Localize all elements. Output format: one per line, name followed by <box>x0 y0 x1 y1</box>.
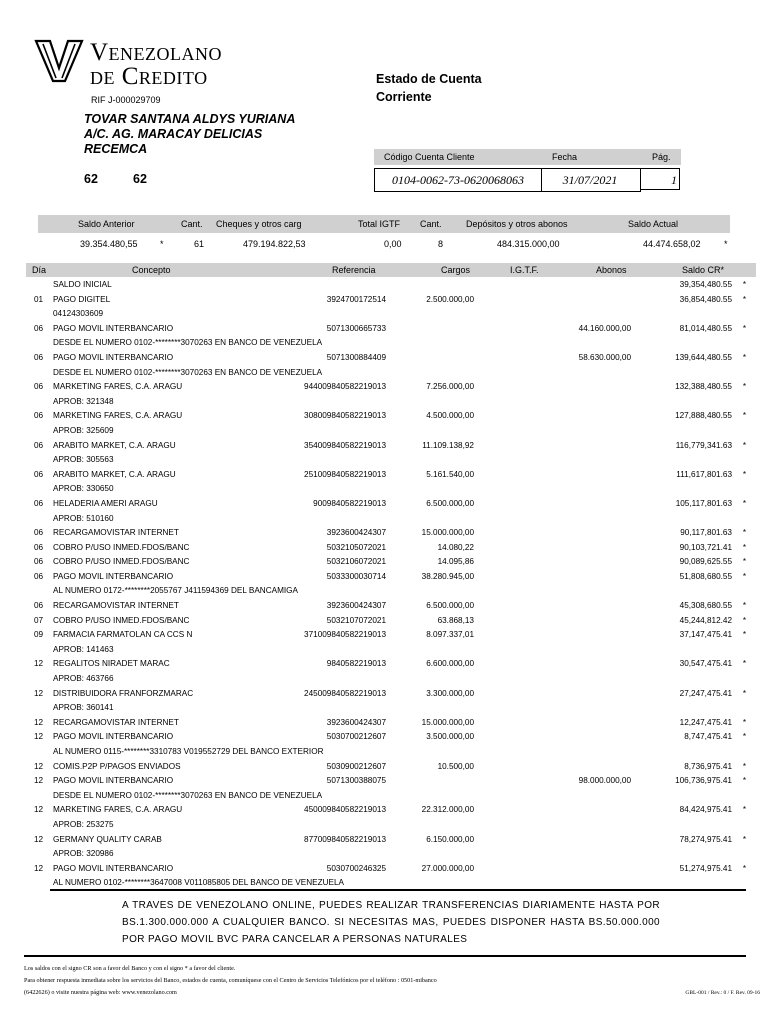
bank-name-line2: de Credito <box>90 63 208 90</box>
transaction-balance: 132,388,480.55 <box>675 382 732 392</box>
transaction-detail: APROB: 305563 <box>53 455 114 465</box>
transaction-reference: 5030900212607 <box>326 761 386 771</box>
table-row <box>26 774 756 789</box>
transaction-balance-sign: * <box>742 615 746 625</box>
transaction-day: 12 <box>34 834 44 844</box>
transaction-balance-sign: * <box>742 834 746 844</box>
transaction-concept: RECARGAMOVISTAR INTERNET <box>53 528 179 538</box>
client-name: TOVAR SANTANA ALDYS YURIANA <box>84 112 296 126</box>
transaction-reference: 5032105072021 <box>326 542 386 552</box>
summary-star-1: * <box>160 239 164 249</box>
transaction-reference: 3924700172514 <box>326 294 386 304</box>
transaction-detail-row <box>26 745 756 760</box>
transaction-balance: 45,244,812.42 <box>679 615 732 625</box>
notice-top-rule <box>50 889 746 891</box>
transaction-reference: 5033300030714 <box>326 571 386 581</box>
transaction-reference: 5030700212607 <box>326 732 386 742</box>
transaction-day: 01 <box>34 294 44 304</box>
transaction-day: 07 <box>34 615 44 625</box>
depositos-header: Depósitos y otros abonos <box>466 219 568 229</box>
table-row <box>26 351 756 366</box>
transaction-charge: 6.500.000,00 <box>426 601 474 611</box>
transaction-concept: PAGO MOVIL INTERBANCARIO <box>53 863 174 873</box>
transaction-charge: 4.500.000,00 <box>426 411 474 421</box>
transaction-balance-sign: * <box>742 382 746 392</box>
cant1-value: 61 <box>194 239 205 249</box>
transaction-day: 06 <box>34 528 44 538</box>
table-row <box>26 760 756 775</box>
transaction-balance-sign: * <box>742 688 746 698</box>
transaction-concept: COBRO P/USO INMED.FDOS/BANC <box>53 557 190 567</box>
table-row <box>26 380 756 395</box>
table-row <box>26 278 756 293</box>
transaction-charge: 5.161.540,00 <box>426 469 474 479</box>
transaction-day: 06 <box>34 469 44 479</box>
transaction-credit: 58.630.000,00 <box>578 352 631 362</box>
table-row <box>26 322 756 337</box>
transaction-concept: MARKETING FARES, C.A. ARAGU <box>53 411 183 421</box>
transaction-reference: 944009840582219013 <box>304 382 386 392</box>
transaction-concept: PAGO MOVIL INTERBANCARIO <box>53 571 174 581</box>
transaction-balance: 106,736,975.41 <box>675 776 732 786</box>
transaction-detail: AL NUMERO 0172-********2055767 J411594369 DEL BANCAMIGA <box>53 586 298 596</box>
table-row <box>26 599 756 614</box>
client-code-a: 62 <box>84 172 98 186</box>
transaction-day: 06 <box>34 323 44 333</box>
transaction-day: 06 <box>34 571 44 581</box>
transaction-concept: MARKETING FARES, C.A. ARAGU <box>53 382 183 392</box>
transaction-balance: 27,247,475.41 <box>679 688 732 698</box>
transaction-detail: 04124303609 <box>53 309 104 319</box>
transaction-concept: DISTRIBUIDORA FRANFORZMARAC <box>53 688 194 698</box>
transaction-concept: PAGO MOVIL INTERBANCARIO <box>53 732 174 742</box>
transaction-reference: 9009840582219013 <box>313 498 386 508</box>
total-igtf-header: Total IGTF <box>358 219 401 229</box>
transaction-balance: 81,014,480.55 <box>679 323 732 333</box>
transaction-balance-sign: * <box>742 732 746 742</box>
transaction-balance: 30,547,475.41 <box>679 659 732 669</box>
notice-bottom-rule <box>24 955 746 957</box>
bank-logo-icon <box>34 38 84 84</box>
client-address-line2: RECEMCA <box>84 142 148 156</box>
transaction-reference: 877009840582219013 <box>304 834 386 844</box>
transaction-detail-row <box>26 366 756 381</box>
transaction-balance-sign: * <box>742 323 746 333</box>
transaction-detail-row <box>26 336 756 351</box>
transaction-concept: HELADERIA AMERI ARAGU <box>53 498 158 508</box>
transaction-balance: 39,354,480.55 <box>679 280 732 289</box>
transaction-detail: APROB: 141463 <box>53 644 114 654</box>
transaction-detail: AL NUMERO 0115-********3310783 V019552729 DEL BANCO EXTERIOR <box>53 747 324 756</box>
transaction-balance: 84,424,975.41 <box>679 805 732 815</box>
transaction-balance-sign: * <box>742 294 746 304</box>
transaction-charge: 7.256.000,00 <box>426 382 474 392</box>
transaction-balance: 78,274,975.41 <box>679 834 732 844</box>
transaction-balance-sign: * <box>742 542 746 552</box>
transaction-balance: 90,089,625.55 <box>679 557 732 567</box>
transaction-detail-row <box>26 512 756 527</box>
transaction-charge: 14.080,22 <box>437 542 474 552</box>
transaction-concept: COMIS.P2P P/PAGOS ENVIADOS <box>53 761 181 771</box>
transaction-detail: DESDE EL NUMERO 0102-********3070263 EN BANCO DE VENEZUELA <box>53 367 323 377</box>
transaction-credit: 98.000.000,00 <box>578 776 631 786</box>
transaction-balance: 36,854,480.55 <box>679 294 732 304</box>
statement-title-line2: Corriente <box>376 90 432 104</box>
transaction-balance-sign: * <box>742 761 746 771</box>
client-address-line1: A/C. AG. MARACAY DELICIAS <box>84 127 263 141</box>
transaction-balance: 37,147,475.41 <box>679 630 732 640</box>
transaction-balance: 12,247,475.41 <box>679 717 732 727</box>
table-row <box>26 497 756 512</box>
transaction-concept: PAGO MOVIL INTERBANCARIO <box>53 776 174 786</box>
account-number: 0104-0062-73-0620068063 <box>374 168 542 192</box>
transaction-balance-sign: * <box>742 717 746 727</box>
table-row <box>26 409 756 424</box>
transaction-balance-sign: * <box>742 571 746 581</box>
transaction-detail-row <box>26 307 756 322</box>
transaction-day: 06 <box>34 411 44 421</box>
transaction-balance-sign: * <box>742 469 746 479</box>
transaction-reference: 5071300884409 <box>326 352 386 362</box>
transaction-charge: 11.109.138,92 <box>422 440 474 450</box>
transaction-reference: 3923600424307 <box>326 601 386 611</box>
transaction-balance: 45,308,680.55 <box>679 601 732 611</box>
transaction-concept: ARABITO MARKET, C.A. ARAGU <box>53 440 176 450</box>
depositos-value: 484.315.000,00 <box>497 239 560 249</box>
transaction-charge: 15.000.000,00 <box>421 717 474 727</box>
transaction-balance: 111,617,801.63 <box>676 469 732 479</box>
transaction-balance-sign: * <box>742 659 746 669</box>
transaction-balance: 51,808,680.55 <box>679 571 732 581</box>
page-number: 1 <box>640 168 680 190</box>
transaction-reference: 5071300665733 <box>326 323 386 333</box>
table-row <box>26 526 756 541</box>
summary-header <box>38 215 730 233</box>
transaction-detail-row <box>26 672 756 687</box>
transaction-detail-row <box>26 789 756 804</box>
transaction-concept: MARKETING FARES, C.A. ARAGU <box>53 805 183 815</box>
transaction-balance: 90,103,721.41 <box>679 542 732 552</box>
transaction-balance-sign: * <box>742 601 746 611</box>
col-saldo: Saldo CR* <box>682 265 725 275</box>
account-number-header: Código Cuenta Cliente <box>384 152 475 162</box>
bank-name-line1: Venezolano <box>90 39 223 66</box>
transaction-concept: REGALITOS NIRADET MARAC <box>53 659 170 669</box>
table-row <box>26 555 756 570</box>
cheques-header: Cheques y otros carg <box>216 219 302 229</box>
cant2-value: 8 <box>438 239 444 249</box>
transaction-balance: 8,736,975.41 <box>684 761 732 771</box>
transaction-concept: FARMACIA FARMATOLAN CA CCS N <box>53 630 193 640</box>
transaction-detail-row <box>26 453 756 468</box>
transaction-reference: 9840582219013 <box>326 659 386 669</box>
col-cargos: Cargos <box>441 265 471 275</box>
footer-line1: Los saldos con el signo CR son a favor del Banco y con el signo * a favor del cliente. <box>24 965 236 972</box>
summary-values <box>38 236 730 252</box>
client-code-b: 62 <box>133 172 147 186</box>
transaction-charge: 10.500,00 <box>437 761 474 771</box>
transaction-concept: RECARGAMOVISTAR INTERNET <box>53 601 179 611</box>
transaction-day: 12 <box>34 717 44 727</box>
transaction-reference: 3923600424307 <box>326 717 386 727</box>
transaction-concept: GERMANY QUALITY CARAB <box>53 834 162 844</box>
transaction-balance-sign: * <box>742 776 746 786</box>
transaction-concept: COBRO P/USO INMED.FDOS/BANC <box>53 615 190 625</box>
table-row <box>26 657 756 672</box>
total-igtf-value: 0,00 <box>384 239 402 249</box>
transaction-credit: 44.160.000,00 <box>578 323 631 333</box>
page-header: Pág. <box>652 152 671 162</box>
saldo-anterior-header: Saldo Anterior <box>78 219 135 229</box>
transaction-charge: 27.000.000,00 <box>421 863 474 873</box>
transaction-balance: 116,779,341.63 <box>675 440 732 450</box>
transaction-charge: 3.500.000,00 <box>426 732 474 742</box>
table-row <box>26 293 756 308</box>
transaction-balance: 127,888,480.55 <box>675 411 732 421</box>
transaction-detail-row <box>26 424 756 439</box>
table-row <box>26 570 756 585</box>
transaction-detail: APROB: 321348 <box>53 396 114 406</box>
transaction-concept: ARABITO MARKET, C.A. ARAGU <box>53 469 176 479</box>
table-row <box>26 468 756 483</box>
transaction-reference: 5071300388075 <box>326 776 386 786</box>
transaction-day: 06 <box>34 440 44 450</box>
cheques-value: 479.194.822,53 <box>243 239 306 249</box>
transaction-balance: 139,644,480.55 <box>675 352 732 362</box>
account-info-header <box>374 149 681 165</box>
transaction-charge: 15.000.000,00 <box>421 528 474 538</box>
table-row <box>26 439 756 454</box>
saldo-anterior-value: 39.354.480,55 <box>80 239 138 249</box>
transaction-detail-row <box>26 818 756 833</box>
transactions-header <box>26 263 756 277</box>
transaction-day: 12 <box>34 805 44 815</box>
transaction-concept: PAGO MOVIL INTERBANCARIO <box>53 323 174 333</box>
saldo-actual-value: 44.474.658,02 <box>643 239 701 249</box>
cant2-header: Cant. <box>420 219 442 229</box>
transaction-detail: DESDE EL NUMERO 0102-********3070263 EN BANCO DE VENEZUELA <box>53 338 323 348</box>
transaction-day: 12 <box>34 659 44 669</box>
transaction-reference: 5030700246325 <box>326 863 386 873</box>
transaction-balance: 90,117,801.63 <box>680 528 732 538</box>
transaction-day: 12 <box>34 688 44 698</box>
col-igtf: I.G.T.F. <box>510 265 539 275</box>
transaction-concept: PAGO DIGITEL <box>53 294 111 304</box>
transaction-concept: SALDO INICIAL <box>53 280 112 289</box>
transaction-charge: 2.500.000,00 <box>426 294 474 304</box>
table-row <box>26 862 756 877</box>
table-row <box>26 541 756 556</box>
transaction-day: 06 <box>34 382 44 392</box>
transaction-detail: APROB: 510160 <box>53 513 114 523</box>
transaction-charge: 22.312.000,00 <box>421 805 474 815</box>
transaction-balance-sign: * <box>742 280 746 289</box>
notice-text: A TRAVES DE VENEZOLANO ONLINE, PUEDES REALIZAR TRANSFERENCIAS DIARIAMENTE HASTA POR BS.1.300.000.000 A CUALQUIER BANCO. SI NECESITAS MAS, PUEDES DISPONER HASTA BS.50.000.000 POR PAGO MOVIL BVC PARA CANCELAR A PERSONAS NATURALES <box>122 900 660 945</box>
col-dia: Día <box>32 265 47 275</box>
transaction-day: 12 <box>34 761 44 771</box>
date-header: Fecha <box>552 152 578 162</box>
transaction-reference: 5032107072021 <box>326 615 386 625</box>
transaction-concept: COBRO P/USO INMED.FDOS/BANC <box>53 542 190 552</box>
transaction-detail: AL NUMERO 0102-********3647008 V011085805 DEL BANCO DE VENEZUELA <box>53 878 344 888</box>
transaction-charge: 8.097.337,01 <box>426 630 474 640</box>
transaction-concept: RECARGAMOVISTAR INTERNET <box>53 717 179 727</box>
summary-star-2: * <box>724 239 728 249</box>
transaction-balance-sign: * <box>742 630 746 640</box>
transaction-charge: 63.868,13 <box>437 615 474 625</box>
transaction-charge: 14.095,86 <box>437 557 474 567</box>
col-concepto: Concepto <box>132 265 171 275</box>
transaction-balance-sign: * <box>742 528 746 538</box>
transaction-reference: 371009840582219013 <box>304 630 386 640</box>
transaction-balance-sign: * <box>742 440 746 450</box>
table-row <box>26 716 756 731</box>
table-row <box>26 730 756 745</box>
transaction-charge: 38.280.945,00 <box>421 571 474 581</box>
transaction-reference: 5032106072021 <box>326 557 386 567</box>
footer-form-code: GBL-001 / Rev.: 0 / F. Rev. 09-16 <box>685 990 760 996</box>
transaction-day: 12 <box>34 863 44 873</box>
col-abonos: Abonos <box>596 265 627 275</box>
transaction-balance-sign: * <box>742 557 746 567</box>
transaction-reference: 354009840582219013 <box>304 440 386 450</box>
transaction-charge: 6.500.000,00 <box>426 498 474 508</box>
statement-title-line1: Estado de Cuenta <box>376 72 482 86</box>
transaction-detail-row <box>26 847 756 862</box>
transaction-charge: 6.150.000,00 <box>426 834 474 844</box>
transaction-day: 06 <box>34 498 44 508</box>
transaction-day: 09 <box>34 630 44 640</box>
transaction-charge: 3.300.000,00 <box>426 688 474 698</box>
transaction-balance-sign: * <box>742 805 746 815</box>
statement-date: 31/07/2021 <box>540 168 641 192</box>
transaction-detail-row <box>26 482 756 497</box>
transaction-balance: 105,117,801.63 <box>675 498 732 508</box>
transaction-reference: 3923600424307 <box>326 528 386 538</box>
transaction-detail: APROB: 325609 <box>53 425 114 435</box>
saldo-actual-header: Saldo Actual <box>628 219 679 229</box>
bank-rif: RIF J-000029709 <box>91 95 161 105</box>
transaction-detail: APROB: 330650 <box>53 484 114 494</box>
table-row <box>26 833 756 848</box>
transaction-day: 06 <box>34 601 44 611</box>
table-row <box>26 803 756 818</box>
transaction-detail: APROB: 253275 <box>53 819 114 829</box>
transaction-concept: PAGO MOVIL INTERBANCARIO <box>53 352 174 362</box>
transaction-balance-sign: * <box>742 352 746 362</box>
transaction-detail: APROB: 463766 <box>53 674 114 684</box>
transactions-table <box>26 278 756 891</box>
transaction-charge: 6.600.000,00 <box>426 659 474 669</box>
transaction-balance-sign: * <box>742 863 746 873</box>
transaction-balance: 8,747,475.41 <box>684 732 732 742</box>
transaction-reference: 450009840582219013 <box>304 805 386 815</box>
footer-line3: (6422626) o visite nuestra página web: www.venezolano.com <box>24 989 177 996</box>
transaction-detail: APROB: 320986 <box>53 849 114 859</box>
table-row <box>26 614 756 629</box>
transaction-balance-sign: * <box>742 498 746 508</box>
transaction-day: 12 <box>34 732 44 742</box>
transaction-detail-row <box>26 643 756 658</box>
transaction-balance: 51,274,975.41 <box>679 863 732 873</box>
transaction-detail-row <box>26 701 756 716</box>
transaction-detail: DESDE EL NUMERO 0102-********3070263 EN BANCO DE VENEZUELA <box>53 790 323 800</box>
table-row <box>26 628 756 643</box>
transaction-reference: 308009840582219013 <box>304 411 386 421</box>
transaction-reference: 245009840582219013 <box>304 688 386 698</box>
footer-line2: Para obtener respuesta inmediata sobre los servicios del Banco, estados de cuenta, comuníquese con el Centro de Servicios Telefónicos por el teléfono : 0501-mibanco <box>24 977 437 984</box>
bank-logo <box>34 38 84 84</box>
transaction-balance-sign: * <box>742 411 746 421</box>
table-row <box>26 687 756 702</box>
transaction-detail: APROB: 360141 <box>53 703 114 713</box>
transaction-detail-row <box>26 395 756 410</box>
transaction-reference: 251009840582219013 <box>304 469 386 479</box>
transaction-day: 06 <box>34 352 44 362</box>
col-referencia: Referencia <box>332 265 376 275</box>
transaction-day: 06 <box>34 557 44 567</box>
transaction-day: 06 <box>34 542 44 552</box>
transaction-day: 12 <box>34 776 44 786</box>
transaction-detail-row <box>26 584 756 599</box>
cant1-header: Cant. <box>181 219 203 229</box>
